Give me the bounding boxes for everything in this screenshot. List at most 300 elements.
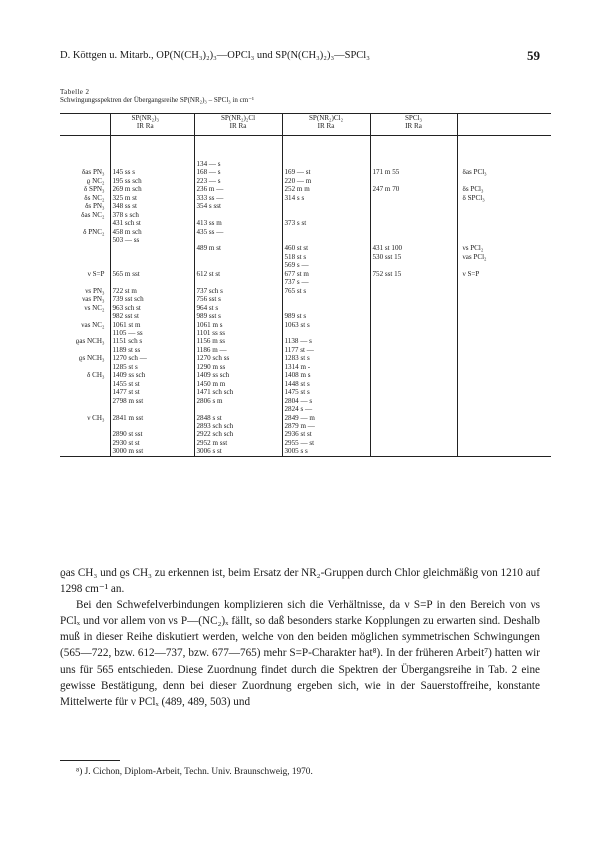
value-cell [180,380,194,388]
value-cell: 325 m st [110,194,180,202]
assignment-cell: δs PN₃ [85,202,105,211]
assignment-cell: νas NC₂ [81,320,105,329]
value-cell: 752 sst 15 [370,270,457,278]
value-cell: 2798 m sst [110,397,180,405]
table-row [60,253,551,261]
value-cell: 737 sch s [194,287,282,295]
value-cell: 373 s st [282,219,370,227]
pcl-assignment-cell [457,219,551,227]
table-row [60,414,551,422]
table-header-irra [60,122,551,135]
pcl-assignment-cell [457,295,551,303]
value-cell [370,287,457,295]
value-cell [370,312,457,320]
value-cell [194,261,282,269]
value-cell [282,236,370,244]
assignment-cell [60,388,110,396]
value-cell: 458 m sch [110,228,180,236]
value-cell [110,135,180,168]
running-header [60,50,540,61]
value-cell [370,430,457,438]
value-cell [282,304,370,312]
assignment-cell [60,253,110,261]
value-cell: 503 — ss [110,236,180,244]
value-cell [180,219,194,227]
assignment-cell: ϱs NCH₃ [78,354,105,363]
pcl-assignment-cell [457,261,551,269]
table-row [60,304,551,312]
footnote: ⁸) J. Cichon, Diplom-Arbeit, Techn. Univ. Braunschweig, 1970. [76,767,313,777]
table-row [60,312,551,320]
table-row [60,354,551,362]
assignment-cell [60,329,110,337]
value-cell: 1189 st ss [110,346,180,354]
table-row [60,202,551,210]
value-cell [370,388,457,396]
value-cell [370,439,457,447]
value-cell [180,304,194,312]
value-cell [180,447,194,456]
assignment-cell: νs NC₂ [84,303,105,312]
value-cell: 2930 st st [110,439,180,447]
value-cell: 1285 st s [110,363,180,371]
value-cell: 565 m sst [110,270,180,278]
value-cell [180,405,194,413]
value-cell [180,287,194,295]
assignment-cell: ν CH₃ [87,413,105,422]
value-cell [370,405,457,413]
value-cell [180,397,194,405]
value-cell [370,447,457,456]
assignment-cell [60,397,110,405]
value-cell [180,194,194,202]
pcl-assignment-cell [457,321,551,329]
table-row [60,439,551,447]
value-cell: 1101 ss ss [194,329,282,337]
value-cell: 1471 sch sch [194,388,282,396]
pcl-assignment-cell [457,388,551,396]
value-cell: 195 ss sch [110,177,180,185]
assignment-cell: δ CH₃ [87,371,105,380]
value-cell: 223 — s [194,177,282,185]
table-body [60,135,551,456]
value-cell: 1409 ss sch [110,371,180,379]
value-cell [370,177,457,185]
assignment-cell [60,422,110,430]
table-row [60,244,551,252]
pcl-assignment-cell [457,354,551,362]
value-cell [194,211,282,219]
value-cell [180,321,194,329]
table-row [60,388,551,396]
table-row [60,287,551,295]
pcl-assignment-cell: ν S=P [457,270,551,278]
value-cell: 2824 s — [282,405,370,413]
value-cell [194,278,282,286]
value-cell [370,194,457,202]
value-cell [370,329,457,337]
value-cell [370,295,457,303]
value-cell: 1455 st st [110,380,180,388]
value-cell [180,329,194,337]
value-cell: 2806 s m [194,397,282,405]
value-cell: 220 — m [282,177,370,185]
value-cell: 2893 sch sch [194,422,282,430]
pcl-assignment-cell [457,135,551,168]
value-cell [282,295,370,303]
assignment-cell [60,261,110,269]
value-cell: 378 s sch [110,211,180,219]
assignment-cell: δas PN₃ [81,168,105,177]
pcl-assignment-cell [457,337,551,345]
table-row [60,380,551,388]
assignment-cell [60,430,110,438]
pcl-assignment-cell: νs PCl₂ [457,244,551,252]
value-cell: 489 m st [194,244,282,252]
value-cell [180,414,194,422]
pcl-assignment-cell [457,397,551,405]
page-number: 59 [527,48,540,63]
table-row [60,346,551,354]
value-cell [180,211,194,219]
pcl-assignment-cell [457,177,551,185]
value-cell: 1156 m ss [194,337,282,345]
value-cell [370,261,457,269]
table-title: Schwingungsspektren der Übergangsreihe SP(NR₂)₃ – SPCl₃ in cm⁻¹ [60,96,254,104]
value-cell: 1063 st s [282,321,370,329]
table-row [60,236,551,244]
value-cell [110,261,180,269]
value-cell [180,346,194,354]
value-cell [282,202,370,210]
value-cell [370,236,457,244]
pcl-assignment-cell: δas PCl₃ [457,168,551,176]
value-cell [180,295,194,303]
assignment-cell: ϱ NC₂ [86,176,105,185]
table-row [60,261,551,269]
body-text [60,565,540,710]
value-cell: 530 sst 15 [370,253,457,261]
table-row [60,270,551,278]
pcl-assignment-cell [457,304,551,312]
assignment-cell [60,439,110,447]
value-cell: 2952 m sst [194,439,282,447]
pcl-assignment-cell: δ SPCl₃ [457,194,551,202]
table-row [60,430,551,438]
assignment-cell: δ SPN₃ [83,185,105,194]
value-cell: 1270 sch ss [194,354,282,362]
value-cell: 963 sch st [110,304,180,312]
value-cell: 1448 st s [282,380,370,388]
value-cell: 236 m — [194,185,282,193]
value-cell [370,380,457,388]
value-cell [370,346,457,354]
pcl-assignment-cell [457,447,551,456]
value-cell [370,363,457,371]
table-header-compounds [60,114,551,123]
assignment-cell: δs NC₂ [84,193,105,202]
value-cell: 982 sst st [110,312,180,320]
value-cell: 1477 st st [110,388,180,396]
pcl-assignment-cell [457,329,551,337]
ir-ra-header: IR Ra [282,122,370,135]
value-cell: 1475 st s [282,388,370,396]
pcl-assignment-cell [457,380,551,388]
value-cell [180,363,194,371]
pcl-assignment-cell [457,422,551,430]
value-cell: 739 sst sch [110,295,180,303]
value-cell: 1105 — ss [110,329,180,337]
value-cell [180,371,194,379]
assignment-cell: ν S=P [87,269,105,278]
pcl-assignment-cell [457,287,551,295]
table-row [60,228,551,236]
value-cell: 2890 st sst [110,430,180,438]
value-cell [370,135,457,168]
value-cell: 2936 st st [282,430,370,438]
compound-header: SP(NR₂)₃ [110,114,180,123]
value-cell: 737 s — [282,278,370,286]
value-cell [282,211,370,219]
assignment-cell [60,278,110,286]
pcl-assignment-cell [457,363,551,371]
value-cell [282,329,370,337]
value-cell [110,253,180,261]
ir-ra-header: IR Ra [194,122,282,135]
value-cell [180,261,194,269]
table-row [60,168,551,176]
value-cell: 1408 m s [282,371,370,379]
pcl-assignment-cell: δs PCl₃ [457,185,551,193]
pcl-assignment-cell [457,371,551,379]
value-cell [370,211,457,219]
pcl-assignment-cell [457,405,551,413]
value-cell [180,388,194,396]
value-cell [194,236,282,244]
assignment-cell: ϱas NCH₃ [75,337,105,346]
value-cell: 2804 — s [282,397,370,405]
value-cell: 1283 st s [282,354,370,362]
value-cell: 518 st s [282,253,370,261]
value-cell: 1290 m ss [194,363,282,371]
value-cell: 1314 m - [282,363,370,371]
table-row [60,337,551,345]
value-cell: 1177 st — [282,346,370,354]
value-cell: 2849 — m [282,414,370,422]
value-cell: 333 ss — [194,194,282,202]
value-cell: 1409 ss sch [194,371,282,379]
assignment-cell [60,219,110,227]
value-cell [282,228,370,236]
assignment-cell [60,405,110,413]
value-cell [180,337,194,345]
table-row [60,329,551,337]
value-cell [180,135,194,168]
pcl-assignment-cell [457,236,551,244]
compound-header: SP(NR₂)₂Cl [194,114,282,123]
value-cell: 722 st m [110,287,180,295]
assignment-cell [60,363,110,371]
value-cell: 3000 m sst [110,447,180,456]
value-cell: 1450 m m [194,380,282,388]
value-cell: 348 ss st [110,202,180,210]
table-row [60,371,551,379]
value-cell [180,439,194,447]
value-cell [370,219,457,227]
value-cell [180,177,194,185]
value-cell [370,397,457,405]
value-cell: 168 — s [194,168,282,176]
pcl-assignment-cell: νas PCl₂ [457,253,551,261]
table-row [60,321,551,329]
table-label: Tabelle 2 [60,88,90,96]
value-cell: 677 st m [282,270,370,278]
value-cell: 964 st s [194,304,282,312]
value-cell [180,168,194,176]
paragraph: ϱas CH₃ und ϱs CH₃ zu erkennen ist, beim Ersatz der NR₂-Gruppen durch Chlor gleichmäßig von 1210 auf 1298 cm⁻¹ an. [60,567,540,596]
pcl-assignment-cell [457,430,551,438]
value-cell [194,405,282,413]
value-cell [180,253,194,261]
value-cell: 2879 m — [282,422,370,430]
assignment-cell [60,346,110,354]
compound-header: SP(NR₂)Cl₂ [282,114,370,123]
table-row [60,278,551,286]
value-cell [180,354,194,362]
compound-header: SPCl₃ [370,114,457,123]
value-cell: 269 m sch [110,185,180,193]
table-row [60,135,551,168]
assignment-cell: νs PN₃ [85,286,105,295]
value-cell [180,430,194,438]
footnote-rule [60,760,120,761]
value-cell [370,202,457,210]
pcl-assignment-cell [457,228,551,236]
value-cell: 171 m 55 [370,168,457,176]
assignment-cell [60,312,110,320]
value-cell: 314 s s [282,194,370,202]
value-cell: 2841 m sst [110,414,180,422]
running-title: D. Köttgen u. Mitarb., OP(N(CH₃)₂)₃—OPCl₃ und SP(N(CH₃)₂)₃—SPCl₃ [60,50,370,61]
value-cell [180,312,194,320]
table-row [60,194,551,202]
value-cell [180,236,194,244]
pcl-assignment-cell [457,278,551,286]
value-cell [180,422,194,430]
value-cell: 1138 — s [282,337,370,345]
value-cell: 3006 s st [194,447,282,456]
assignment-cell: δas NC₂ [81,210,105,219]
ir-ra-header: IR Ra [370,122,457,135]
pcl-assignment-cell [457,312,551,320]
value-cell [370,354,457,362]
value-cell: 431 sch st [110,219,180,227]
assignment-cell [60,447,110,456]
pcl-assignment-cell [457,346,551,354]
value-cell: 2848 s st [194,414,282,422]
table-caption [60,88,254,104]
value-cell: 169 — st [282,168,370,176]
value-cell: 989 st s [282,312,370,320]
value-cell: 756 sst s [194,295,282,303]
table-row [60,211,551,219]
pcl-assignment-cell [457,202,551,210]
value-cell [370,422,457,430]
table-row [60,177,551,185]
table-row [60,422,551,430]
value-cell [180,202,194,210]
value-cell: 1061 m s [194,321,282,329]
value-cell [110,278,180,286]
value-cell [110,405,180,413]
pcl-assignment-cell [457,211,551,219]
value-cell [370,371,457,379]
value-cell: 431 st 100 [370,244,457,252]
value-cell: 145 ss s [110,168,180,176]
value-cell: 460 st st [282,244,370,252]
value-cell: 2922 sch sch [194,430,282,438]
value-cell [110,422,180,430]
value-cell: 3005 s s [282,447,370,456]
value-cell: 1151 sch s [110,337,180,345]
table-row [60,219,551,227]
value-cell: 413 ss m [194,219,282,227]
value-cell: 569 s — [282,261,370,269]
value-cell [370,304,457,312]
value-cell [180,228,194,236]
assignment-cell [60,236,110,244]
value-cell: 1061 st m [110,321,180,329]
value-cell [194,253,282,261]
paragraph: Bei den Schwefelverbindungen komplizieren sich die Verhältnisse, da ν S=P in den Bereich von νs PClₓ und vor allem von νs P—(NC₂)ₓ fällt, so daß besonders starke Kopplungen zu erwarten sind. Deshalb muß in dieser Reihe diskutiert werden, welche von den beiden möglichen symmetrischen Schwingungen (565—722, bzw. 612—737, bzw. 677—765) mehr S=P-Charakter hat⁸). In der früheren Arbeit⁷) hatten wir uns für 565 entschieden. Diese Zuordnung findet durch die Spektren der Übergangsreihe in Tab. 2 eine gewisse Bestätigung, denn bei dieser Zuordnung ergeben sich, wie in der Sauerstoffreihe, konstante Mittelwerte für ν PClₓ (489, 489, 503) und [60,599,540,708]
assignment-cell [60,135,110,168]
value-cell: 612 st st [194,270,282,278]
value-cell [370,228,457,236]
assignment-cell [60,244,110,252]
pcl-assignment-cell [457,439,551,447]
value-cell: 989 sst s [194,312,282,320]
table-row [60,363,551,371]
value-cell [370,414,457,422]
value-cell: 435 ss — [194,228,282,236]
value-cell [282,135,370,168]
value-cell: 134 — s [194,135,282,168]
value-cell: 354 s sst [194,202,282,210]
table-row [60,295,551,303]
value-cell: 1186 m — [194,346,282,354]
value-cell: 252 m m [282,185,370,193]
value-cell [180,278,194,286]
spectra-table [60,113,551,457]
value-cell [370,321,457,329]
value-cell: 2955 — st [282,439,370,447]
value-cell [110,244,180,252]
table-row [60,447,551,456]
value-cell [180,244,194,252]
value-cell [370,278,457,286]
ir-ra-header: IR Ra [110,122,180,135]
table-row [60,405,551,413]
value-cell [180,185,194,193]
pcl-assignment-cell [457,414,551,422]
value-cell [180,270,194,278]
value-cell: 1270 sch — [110,354,180,362]
assignment-cell: δ PNC₂ [83,227,105,236]
table-row [60,397,551,405]
assignment-cell [60,380,110,388]
value-cell [370,337,457,345]
value-cell: 765 st s [282,287,370,295]
